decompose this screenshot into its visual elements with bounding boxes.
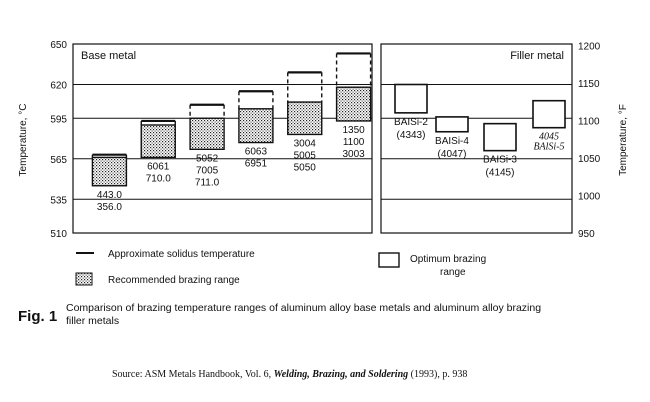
- alloy-label-6-2: 1100: [342, 136, 365, 148]
- filler-label-4-2: BAlSi-5: [533, 141, 565, 153]
- filler-metal-panel: [381, 44, 572, 233]
- optimum-range-bar-3: [484, 124, 516, 151]
- base-metal-panel: [73, 44, 372, 233]
- legend-solidus-text: Approximate solidus temperature: [108, 249, 255, 260]
- left-tick-labels: [50, 40, 67, 240]
- filler-label-1-2: (4343): [396, 129, 426, 141]
- optimum-range-bar-1: [395, 85, 427, 113]
- filler-metal-bars: [394, 85, 565, 179]
- caption-line-1: Comparison of brazing temperature ranges of aluminum alloy base metals and aluminum alloy brazing: [66, 302, 542, 314]
- tick-label-f-1050: 1050: [578, 154, 601, 165]
- base-metal-title: Base metal: [81, 50, 137, 62]
- source-prefix: Source: ASM Metals Handbook, Vol. 6,: [112, 369, 274, 380]
- caption-line-2: filler metals: [66, 315, 120, 327]
- alloy-label-5-2: 5005: [293, 150, 316, 162]
- filler-label-2-2: (4047): [437, 148, 467, 160]
- tick-label-c-565: 565: [50, 154, 67, 166]
- alloy-label-1-1: 443.0: [96, 189, 122, 201]
- alloy-label-3-3: 711.0: [194, 177, 220, 189]
- filler-label-2-1: BAISi-4: [435, 135, 469, 147]
- base-metal-bars: [92, 53, 370, 212]
- optimum-range-bar-2: [436, 117, 468, 132]
- legend-optimum-text-line1: Optimum brazing: [410, 254, 487, 265]
- alloy-label-5-1: 3004: [293, 138, 316, 150]
- figure-number: Fig. 1: [18, 308, 58, 325]
- alloy-label-4-1: 6063: [244, 146, 268, 158]
- right-tick-labels: [578, 42, 601, 241]
- filler-label-3-2: (4145): [485, 167, 515, 179]
- filler-label-4-1: 4045: [539, 131, 559, 143]
- alloy-label-3-2: 7005: [195, 165, 219, 177]
- tick-label-c-510: 510: [50, 229, 67, 240]
- filler-label-3-1: BAISi-3: [483, 154, 517, 166]
- tick-label-c-535: 535: [50, 195, 67, 207]
- tick-label-f-1150: 1150: [578, 79, 600, 90]
- alloy-label-2-2: 710.0: [145, 173, 171, 185]
- source-citation: [112, 369, 467, 380]
- alloy-label-3-1: 5052: [195, 153, 219, 165]
- legend-recommended-swatch: [76, 273, 92, 285]
- optimum-range-bar-4: [533, 101, 565, 128]
- y-axis-label-fahrenheit: Temperature, °F: [618, 104, 629, 176]
- braze-range-bar-3: [190, 118, 224, 149]
- filler-label-1-1: BAISi-2: [394, 116, 428, 128]
- filler-metal-title: Filler metal: [510, 50, 564, 62]
- source-title: Welding, Brazing, and Soldering: [273, 369, 409, 380]
- braze-range-bar-4: [239, 109, 273, 143]
- tick-label-f-950: 950: [578, 229, 595, 240]
- braze-range-bar-2: [141, 125, 175, 157]
- alloy-label-4-2: 6951: [244, 158, 268, 170]
- legend: [76, 249, 486, 286]
- tick-label-f-1100: 1100: [578, 116, 600, 128]
- legend-recommended-text: Recommended brazing range: [108, 275, 240, 286]
- legend-optimum-text-line2: range: [440, 267, 466, 278]
- braze-range-bar-5: [288, 102, 322, 134]
- braze-range-bar-6: [337, 87, 371, 121]
- tick-label-f-1200: 1200: [578, 41, 601, 53]
- tick-label-c-620: 620: [50, 80, 67, 92]
- alloy-label-6-1: 1350: [342, 124, 365, 136]
- tick-label-c-595: 595: [50, 114, 67, 126]
- source-suffix: (1993), p. 938: [408, 369, 468, 380]
- legend-optimum-swatch: [379, 253, 399, 267]
- braze-range-bar-1: [92, 157, 126, 185]
- tick-label-c-650: 650: [50, 40, 67, 51]
- alloy-label-2-1: 6061: [147, 161, 170, 173]
- y-axis-label-celsius: Temperature, °C: [18, 103, 29, 177]
- alloy-label-6-3: 3003: [342, 148, 365, 160]
- alloy-label-1-2: 356.0: [96, 201, 122, 213]
- alloy-label-5-3: 5050: [293, 162, 316, 174]
- tick-label-f-1000: 1000: [578, 191, 601, 203]
